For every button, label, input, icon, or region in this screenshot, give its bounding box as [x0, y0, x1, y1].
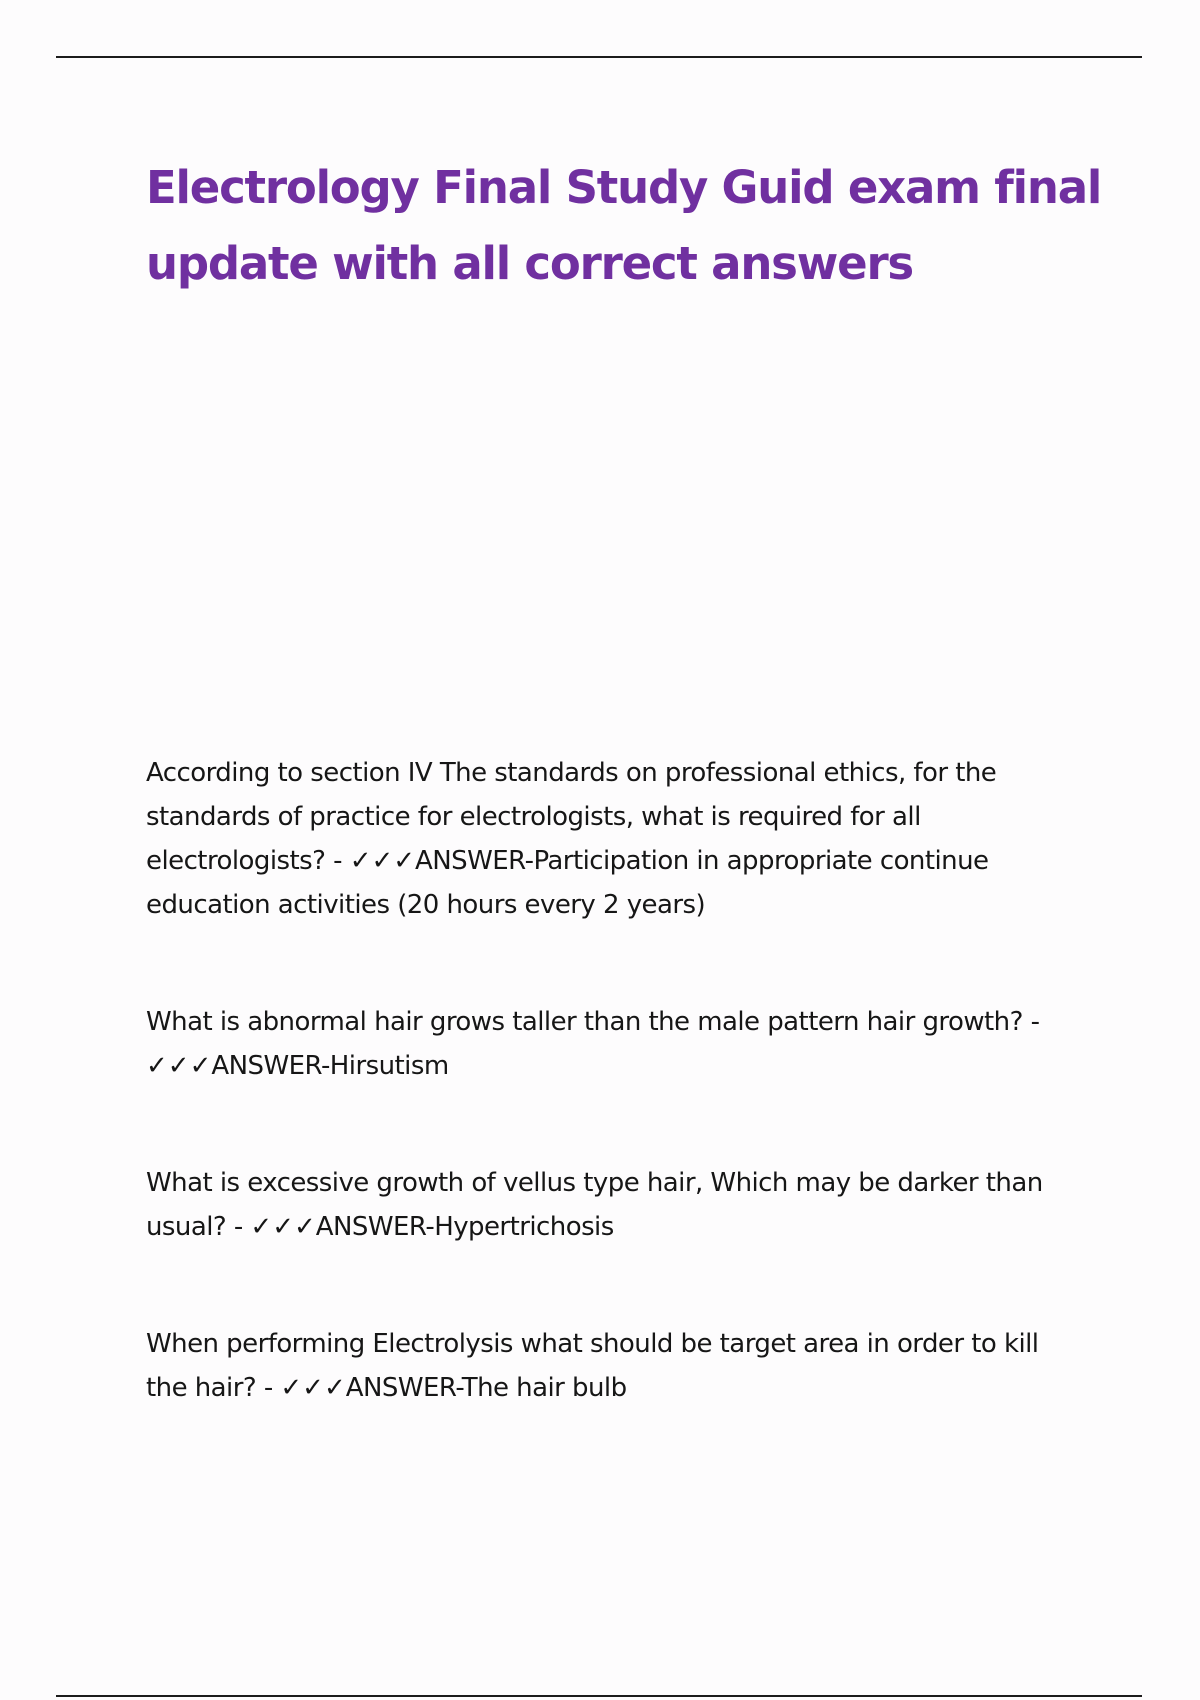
- question-text: What is abnormal hair grows taller than the male pattern hair growth? -: [146, 1007, 1040, 1037]
- qa-item: [146, 1000, 1066, 1088]
- document-title: Electrology Final Study Guid exam final update with all correct answers: [146, 161, 1102, 290]
- qa-item: [146, 1161, 1066, 1249]
- top-divider: [56, 56, 1142, 58]
- question-text: What is excessive growth of vellus type hair, Which may be darker than usual? -: [146, 1168, 1043, 1242]
- checkmarks-icon: ✓✓✓: [146, 1051, 212, 1081]
- answer-text: ANSWER-Participation in appropriate continue education activities (20 hours every 2 years): [146, 846, 989, 920]
- question-text: According to section IV The standards on professional ethics, for the standards of practice for electrologists, what is required for all electrologists? -: [146, 758, 997, 876]
- checkmarks-icon: ✓✓✓: [250, 1212, 316, 1242]
- question-text: When performing Electrolysis what should be target area in order to kill the hair? -: [146, 1329, 1039, 1403]
- qa-list: [146, 751, 1066, 1410]
- answer-text: ANSWER-Hirsutism: [211, 1051, 449, 1081]
- answer-text: ANSWER-The hair bulb: [345, 1373, 627, 1403]
- bottom-divider: [56, 1695, 1142, 1697]
- checkmarks-icon: ✓✓✓: [349, 846, 416, 876]
- checkmarks-icon: ✓✓✓: [280, 1373, 346, 1403]
- answer-text: ANSWER-Hypertrichosis: [315, 1212, 614, 1242]
- qa-item: [146, 1322, 1066, 1410]
- qa-item: [146, 751, 1066, 927]
